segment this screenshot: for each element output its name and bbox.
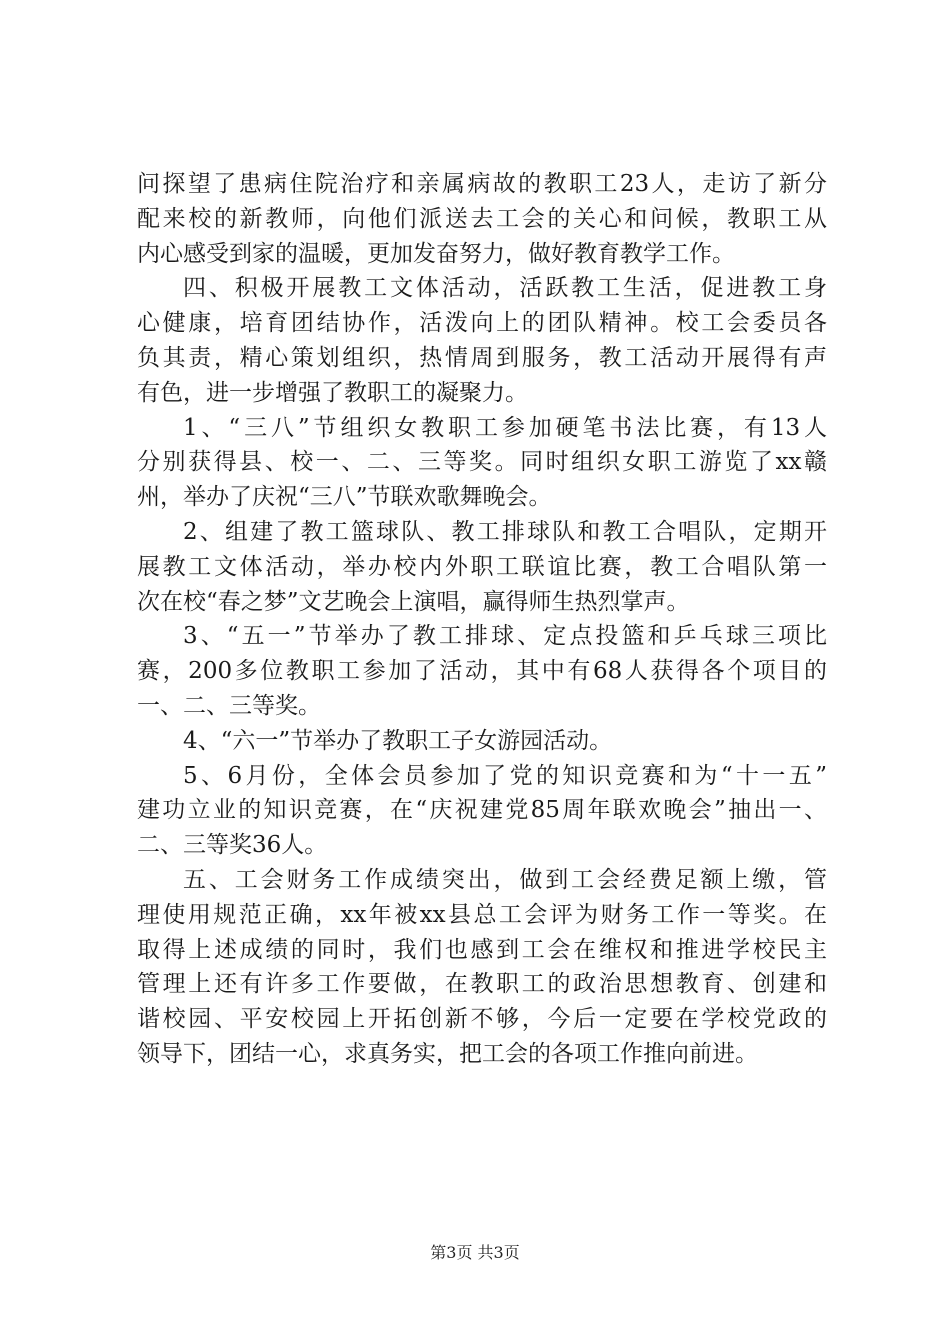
text-line: 分别获得县、校一、二、三等奖。同时组织女职工游览了xx赣	[137, 449, 827, 476]
text-line: 负其责，精心策划组织，热情周到服务，教工活动开展得有声	[137, 344, 827, 371]
text-line: 赛，200多位教职工参加了活动，其中有68人获得各个项目的	[137, 658, 827, 685]
text-line: 展教工文体活动，举办校内外职工联谊比赛，教工合唱队第一	[137, 553, 827, 580]
text-line: 内心感受到家的温暖，更加发奋努力，做好教育教学工作。	[137, 240, 735, 267]
text-line: 二、三等奖36人。	[137, 832, 328, 859]
text-line: 4、“六一”节举办了教职工子女游园活动。	[183, 727, 613, 754]
text-line: 5、6月份，全体会员参加了党的知识竞赛和为“十一五”	[183, 762, 827, 789]
text-line: 五、工会财务工作成绩突出，做到工会经费足额上缴，管	[183, 866, 827, 893]
text-line: 问探望了患病住院治疗和亲属病故的教职工23人，走访了新分	[137, 171, 827, 197]
text-line: 心健康，培育团结协作，活泼向上的团队精神。校工会委员各	[137, 310, 827, 337]
body-text	[137, 167, 827, 1072]
text-line: 管理上还有许多工作要做，在教职工的政治思想教育、创建和	[137, 971, 827, 998]
text-line: 有色，进一步增强了教职工的凝聚力。	[137, 379, 528, 406]
text-line: 谐校园、平安校园上开拓创新不够，今后一定要在学校党政的	[137, 1006, 827, 1033]
text-line: 取得上述成绩的同时，我们也感到工会在维权和推进学校民主	[137, 936, 827, 963]
text-line: 配来校的新教师，向他们派送去工会的关心和问候，教职工从	[137, 205, 827, 232]
text-line: 2、组建了教工篮球队、教工排球队和教工合唱队，定期开	[183, 518, 827, 545]
text-line: 理使用规范正确，xx年被xx县总工会评为财务工作一等奖。在	[137, 901, 827, 928]
text-line: 领导下，团结一心，求真务实，把工会的各项工作推向前进。	[137, 1040, 758, 1067]
text-line: 一、二、三等奖。	[137, 692, 321, 719]
text-line: 四、积极开展教工文体活动，活跃教工生活，促进教工身	[183, 275, 827, 302]
page-number-label: 第3页 共3页	[430, 1243, 520, 1262]
text-line: 3、“五一”节举办了教工排球、定点投篮和乒乓球三项比	[183, 623, 827, 650]
text-line: 次在校“春之梦”文艺晚会上演唱，赢得师生热烈掌声。	[137, 588, 690, 615]
text-line: 建功立业的知识竞赛，在“庆祝建党85周年联欢晚会”抽出一、	[137, 797, 827, 824]
text-line: 1、“三八”节组织女教职工参加硬笔书法比赛，有13人	[183, 414, 827, 441]
text-line: 州，举办了庆祝“三八”节联欢歌舞晚会。	[137, 484, 552, 511]
page-footer	[0, 1243, 950, 1263]
